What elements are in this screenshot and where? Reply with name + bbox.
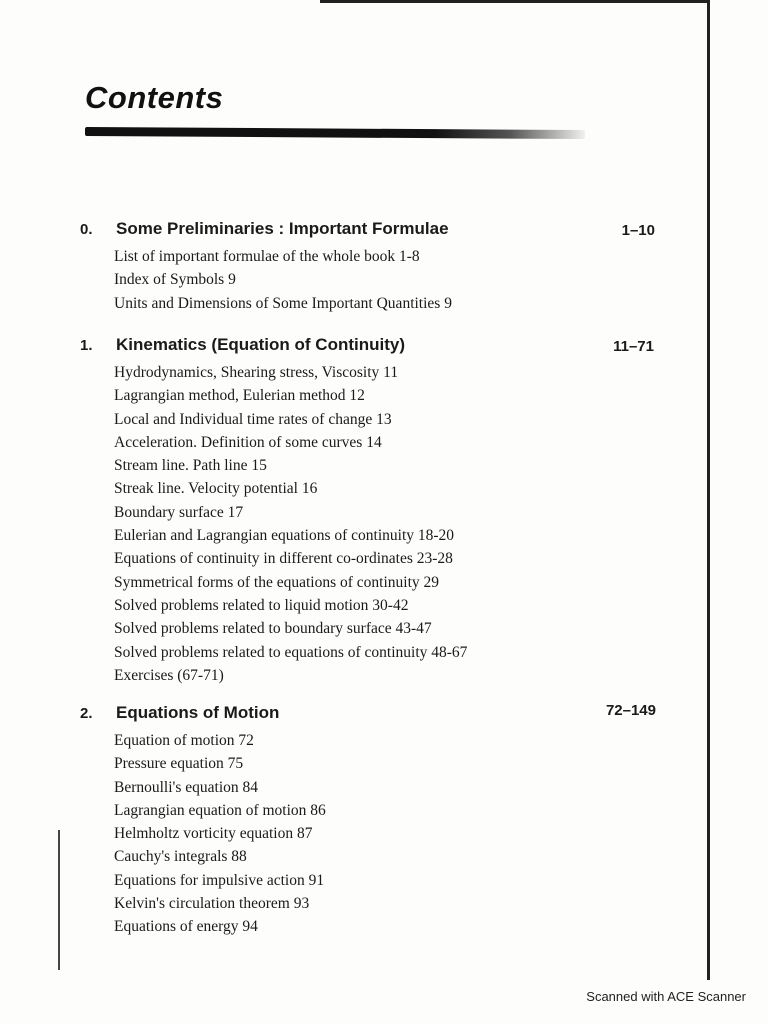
toc-entry: Kelvin's circulation theorem 93: [114, 895, 310, 913]
toc-entry: Cauchy's integrals 88: [114, 848, 247, 866]
section-number: 2.: [80, 705, 93, 722]
toc-section-0: [80, 221, 680, 315]
section-page-range: 72–149: [605, 702, 656, 719]
toc-entry: Bernoulli's equation 84: [114, 778, 258, 796]
toc-entry: Index of Symbols 9: [114, 271, 236, 289]
toc-entry: Solved problems related to equations of continuity 48-67: [114, 643, 468, 661]
toc-entry: Equation of motion 72: [114, 732, 254, 749]
toc-entry: Pressure equation 75: [114, 755, 244, 773]
toc-section-2: [80, 702, 680, 939]
toc-entry: Equations of energy 94: [114, 918, 258, 936]
toc-entry: Exercises (67-71): [114, 666, 224, 684]
section-page-range: 11–71: [613, 338, 654, 355]
toc-entry: Stream line. Path line 15: [114, 457, 267, 475]
toc-entry: Equations of continuity in different co-ordinates 23-28: [114, 550, 453, 568]
toc-entry: Eulerian and Lagrangian equations of continuity 18-20: [114, 527, 455, 545]
toc-entry: Equations for impulsive action 91: [114, 871, 325, 889]
section-heading: [80, 702, 680, 729]
toc-section-1: [80, 337, 680, 687]
section-heading: [80, 337, 680, 361]
toc-entry: Solved problems related to liquid motion 30-42: [114, 596, 409, 614]
scanner-watermark: Scanned with ACE Scanner: [586, 989, 746, 1004]
page-edge-left: [58, 830, 60, 970]
section-title: Equations of Motion: [116, 703, 280, 722]
section-title: Kinematics (Equation of Continuity): [116, 335, 405, 354]
toc-entry: Lagrangian equation of motion 86: [114, 801, 326, 819]
page-title: Contents: [85, 80, 224, 115]
toc-entry: Hydrodynamics, Shearing stress, Viscosity 11: [114, 364, 399, 381]
section-page-range: 1–10: [621, 222, 655, 239]
toc-entry: Symmetrical forms of the equations of continuity 29: [114, 573, 440, 591]
section-entries: [80, 729, 680, 939]
toc-entry: Acceleration. Definition of some curves 14: [114, 433, 382, 451]
toc-entry: Streak line. Velocity potential 16: [114, 480, 318, 498]
toc-entry: Solved problems related to boundary surface 43-47: [114, 620, 432, 638]
section-entries: [80, 245, 680, 315]
title-underline: [85, 127, 585, 139]
section-number: 0.: [80, 221, 93, 238]
toc-entry: Units and Dimensions of Some Important Quantities 9: [114, 294, 452, 312]
section-entries: [80, 361, 680, 687]
toc-entry: Helmholtz vorticity equation 87: [114, 825, 313, 843]
section-title: Some Preliminaries : Important Formulae: [116, 219, 449, 238]
page-edge-right: [707, 0, 710, 980]
toc-entry: Boundary surface 17: [114, 503, 244, 521]
toc-entry: Lagrangian method, Eulerian method 12: [114, 387, 365, 405]
section-number: 1.: [80, 337, 93, 354]
toc-entry: Local and Individual time rates of change 13: [114, 410, 392, 428]
page-edge-top: [320, 0, 710, 3]
toc-entry: List of important formulae of the whole book 1-8: [114, 248, 420, 265]
section-heading: [80, 221, 680, 245]
